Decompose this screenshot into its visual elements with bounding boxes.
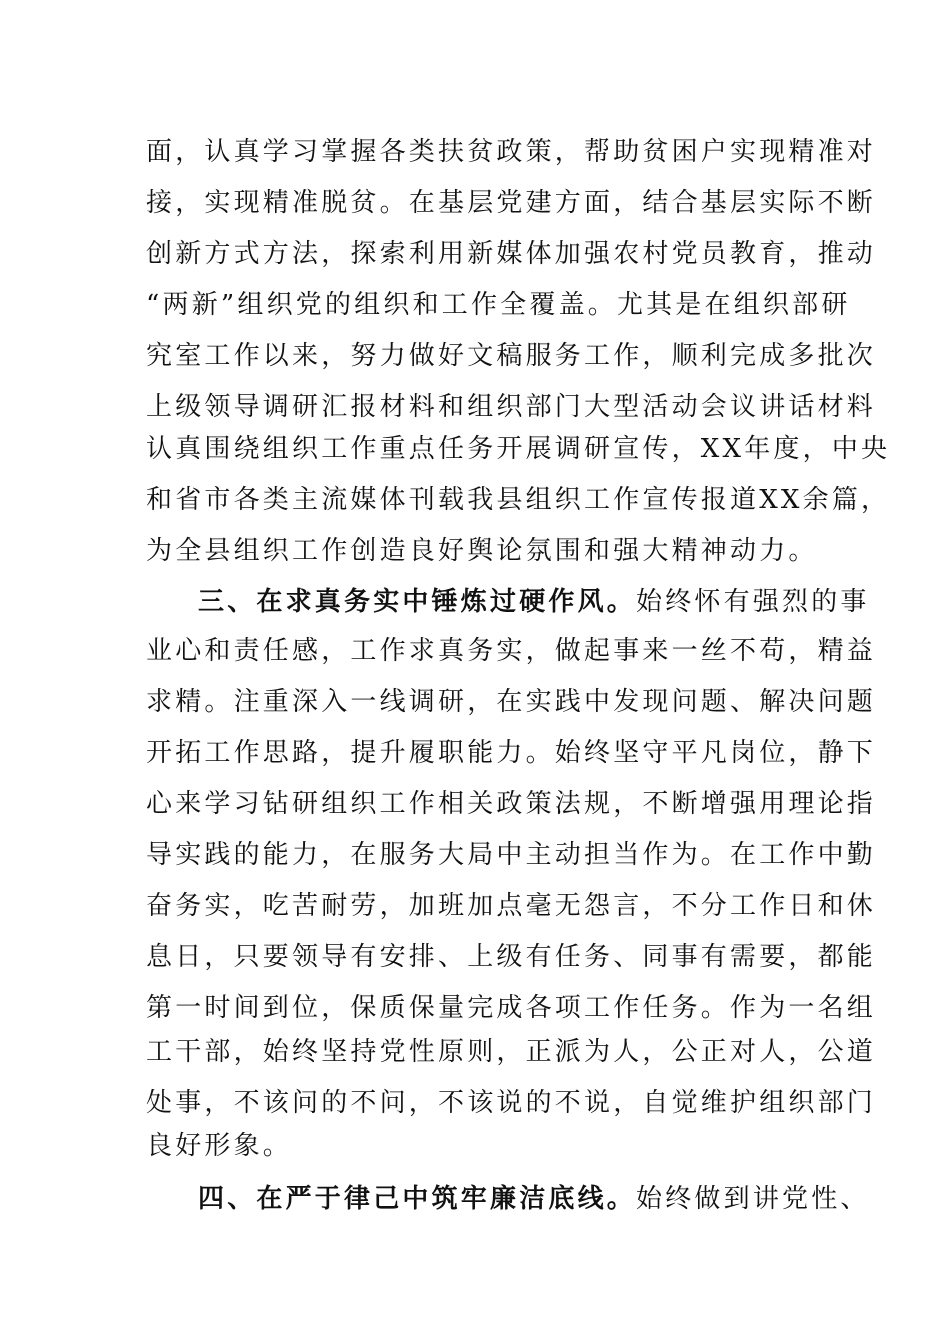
body-line: 上级领导调研汇报材料和组织部门大型活动会议讲话材料	[146, 392, 877, 422]
body-line: 工干部，始终坚持党性原则，正派为人，公正对人，公道	[146, 1037, 877, 1067]
section-3-first-line	[198, 580, 870, 624]
body-line: 究室工作以来，努力做好文稿服务工作，顺利完成多批次	[146, 341, 877, 371]
body-line: 接，实现精准脱贫。在基层党建方面，结合基层实际不断	[146, 188, 877, 218]
section-4-heading: 四、在严于律己中筑牢廉洁底线。	[198, 1184, 637, 1214]
body-line: 息日，只要领导有安排、上级有任务、同事有需要，都能	[146, 942, 877, 972]
body-line: 开拓工作思路，提升履职能力。始终坚守平凡岗位，静下	[146, 738, 877, 768]
body-line: 心来学习钻研组织工作相关政策法规，不断增强用理论指	[146, 789, 877, 819]
section-3-heading: 三、在求真务实中锤炼过硬作风。	[198, 587, 637, 617]
body-line: 良好形象。	[146, 1131, 293, 1161]
body-line: 导实践的能力，在服务大局中主动担当作为。在工作中勤	[146, 840, 877, 870]
body-line: 认真围绕组织工作重点任务开展调研宣传，XX年度，中央	[146, 434, 891, 464]
body-line: 和省市各类主流媒体刊载我县组织工作宣传报道XX余篇，	[146, 485, 891, 515]
section-4-text-start: 始终做到讲党性、	[636, 1184, 870, 1214]
body-line: 为全县组织工作创造良好舆论氛围和强大精神动力。	[146, 536, 818, 566]
body-line: 创新方式方法，探索利用新媒体加强农村党员教育，推动	[146, 239, 877, 269]
body-line: 奋务实，吃苦耐劳，加班加点毫无怨言，不分工作日和休	[146, 891, 877, 921]
body-line: 面，认真学习掌握各类扶贫政策，帮助贫困户实现精准对	[146, 137, 877, 167]
body-line: 求精。注重深入一线调研，在实践中发现问题、解决问题	[146, 687, 877, 717]
section-4-first-line	[198, 1177, 870, 1221]
body-line: “两新”组织党的组织和工作全覆盖。尤其是在组织部研	[146, 290, 851, 320]
body-line: 第一时间到位，保质保量完成各项工作任务。作为一名组	[146, 993, 877, 1023]
section-3-text-start: 始终怀有强烈的事	[636, 587, 870, 617]
body-line: 业心和责任感，工作求真务实，做起事来一丝不苟，精益	[146, 636, 877, 666]
body-line: 处事，不该问的不问，不该说的不说，自觉维护组织部门	[146, 1088, 877, 1118]
